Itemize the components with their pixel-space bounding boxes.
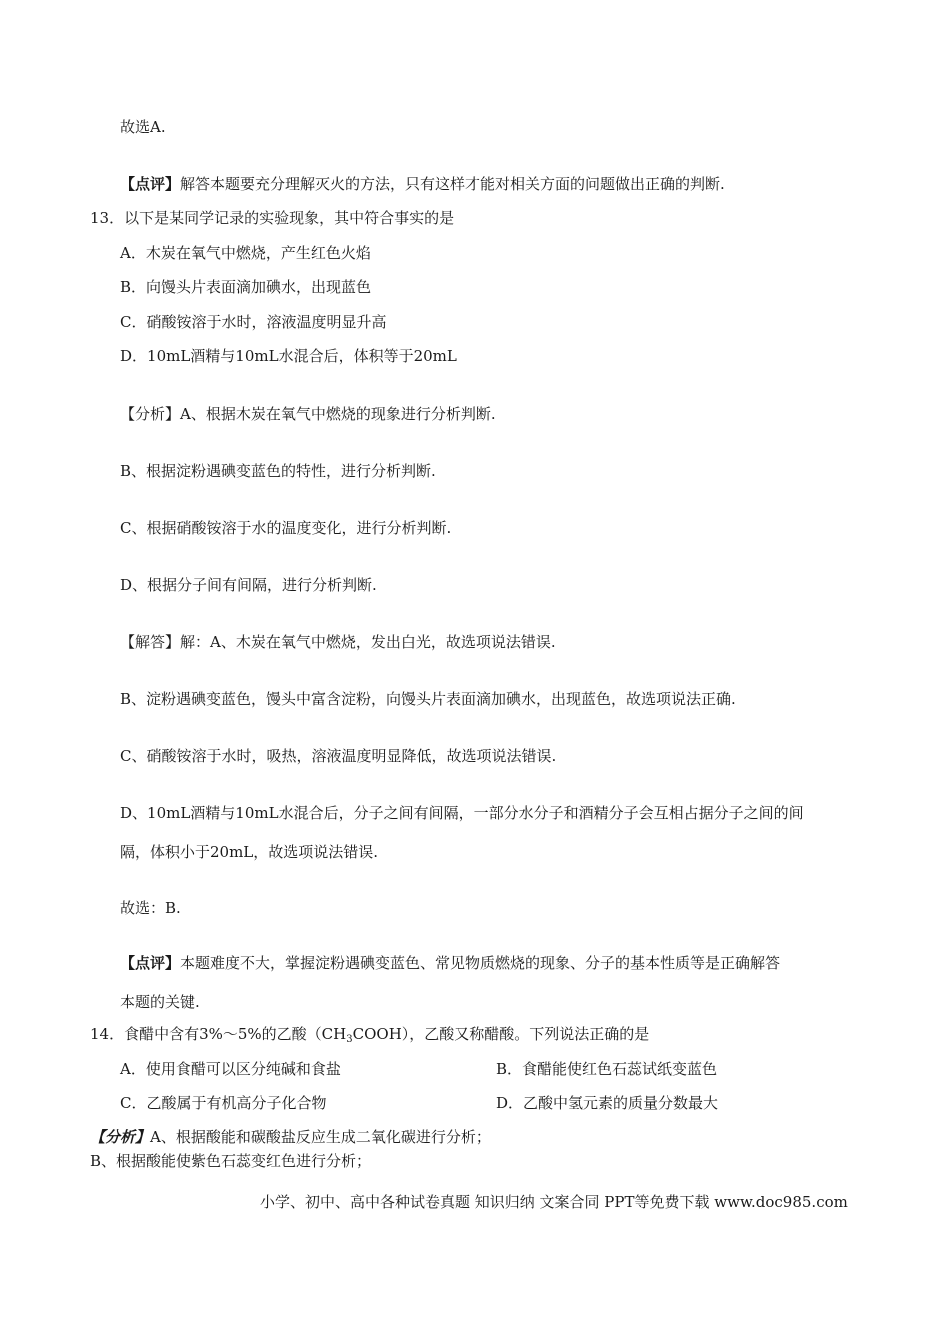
comment-block-12: [120, 174, 725, 194]
q14-option-b: B．食醋能使红色石蕊试纸变蓝色: [496, 1060, 718, 1078]
subscript: 3: [346, 1034, 353, 1045]
q13-option-b: B．向馒头片表面滴加碘水，出现蓝色: [120, 278, 372, 296]
q13-conclusion: 故选：B.: [120, 899, 181, 917]
conclusion-a: 故选A.: [120, 118, 166, 136]
stem-part: COOH），乙酸又称醋酸。下列说法正确的是: [352, 1025, 650, 1043]
q14-option-a: A．使用食醋可以区分纯碱和食盐: [120, 1060, 341, 1078]
q13-analysis-b: B、根据淀粉遇碘变蓝色的特性，进行分析判断.: [120, 462, 436, 480]
stem-part: 14．食醋中含有3%～5%的乙酸（CH: [90, 1025, 347, 1043]
question-14-stem: [90, 1024, 649, 1050]
q14-analysis-a: [90, 1127, 491, 1147]
q13-answer-b: B、淀粉遇碘变蓝色，馒头中富含淀粉，向馒头片表面滴加碘水，出现蓝色，故选项说法正确.: [120, 690, 736, 708]
answer-tag: 【解答】: [120, 633, 181, 651]
q13-answer-c: C、硝酸铵溶于水时，吸热，溶液温度明显降低，故选项说法错误.: [120, 747, 557, 765]
comment-text: 解答本题要充分理解灭火的方法，只有这样才能对相关方面的问题做出正确的判断.: [180, 175, 725, 193]
q13-option-a: A．木炭在氧气中燃烧，产生红色火焰: [120, 244, 371, 262]
q14-analysis-b: B、根据酸能使紫色石蕊变红色进行分析；: [90, 1152, 372, 1170]
q13-comment: [120, 953, 780, 973]
analysis-text: A、根据木炭在氧气中燃烧的现象进行分析判断.: [180, 405, 496, 423]
q13-comment-cont: 本题的关键.: [120, 993, 200, 1011]
comment-text: 本题难度不大，掌握淀粉遇碘变蓝色、常见物质燃烧的现象、分子的基本性质等是正确解答: [180, 954, 781, 972]
analysis-tag: 【分析】: [90, 1128, 151, 1146]
comment-tag: 【点评】: [120, 954, 181, 972]
analysis-text: A、根据酸能和碳酸盐反应生成二氧化碳进行分析；: [150, 1128, 491, 1146]
q14-option-d: D．乙酸中氢元素的质量分数最大: [496, 1094, 719, 1112]
comment-tag: 【点评】: [120, 175, 181, 193]
analysis-tag: 【分析】: [120, 405, 181, 423]
q13-answer-a: [120, 632, 556, 652]
q13-answer-d: D、10mL酒精与10mL水混合后，分子之间有间隔，一部分水分子和酒精分子会互相占据分子之间的间: [120, 804, 804, 822]
q13-analysis-d: D、根据分子间有间隔，进行分析判断.: [120, 576, 377, 594]
q13-analysis-a: [120, 404, 496, 424]
question-13-stem: 13．以下是某同学记录的实验现象，其中符合事实的是: [90, 209, 455, 227]
q13-answer-d-cont: 隔，体积小于20mL，故选项说法错误.: [120, 843, 379, 861]
page-footer: 小学、初中、高中各种试卷真题 知识归纳 文案合同 PPT等免费下载 www.doc985.com: [260, 1193, 848, 1211]
q13-option-d: D．10mL酒精与10mL水混合后，体积等于20mL: [120, 347, 457, 365]
q13-option-c: C．硝酸铵溶于水时，溶液温度明显升高: [120, 313, 387, 331]
q14-option-c: C．乙酸属于有机高分子化合物: [120, 1094, 327, 1112]
answer-text: 解：A、木炭在氧气中燃烧，发出白光，故选项说法错误.: [180, 633, 556, 651]
q13-analysis-c: C、根据硝酸铵溶于水的温度变化，进行分析判断.: [120, 519, 452, 537]
